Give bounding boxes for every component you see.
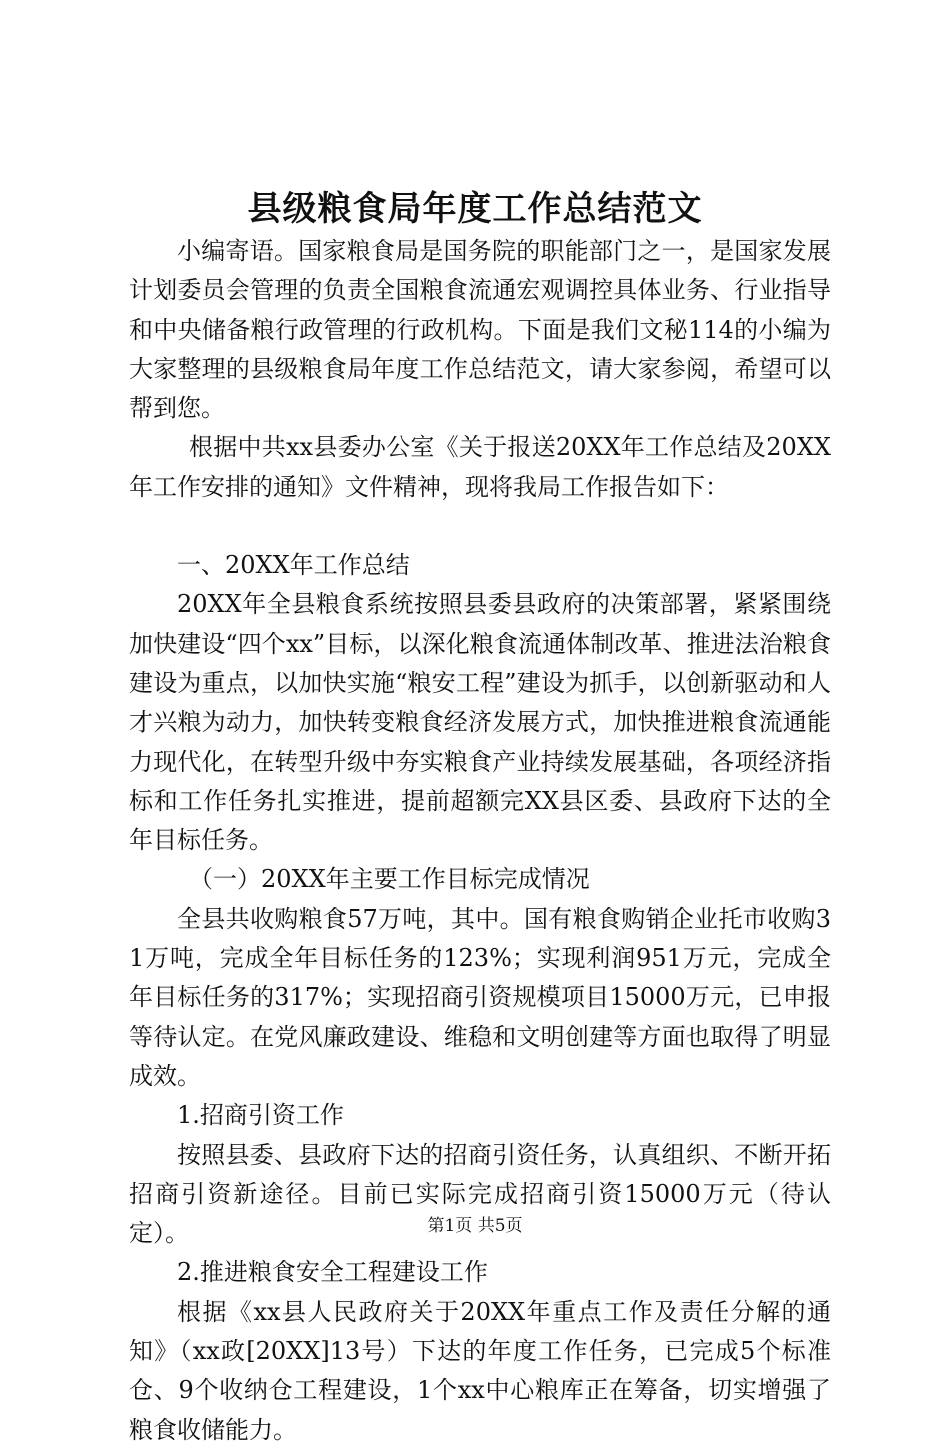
document-title: 县级粮食局年度工作总结范文 [247, 189, 703, 229]
subsection-heading-1: （一）20XX年主要工作目标完成情况 [189, 865, 590, 894]
notice-paragraph: 根据中共xx县委办公室《关于报送20XX年工作总结及20XX年工作安排的通知》文件精神，现将我局工作报告如下： [129, 433, 831, 501]
paragraph-spacer [129, 507, 831, 546]
item-heading-2: 2.推进粮食安全工程建设工作 [177, 1258, 488, 1287]
item-heading-1: 1.招商引资工作 [177, 1101, 344, 1130]
page-footer: 第1页 共5页 [427, 1216, 523, 1236]
targets-paragraph: 全县共收购粮食57万吨，其中。国有粮食购销企业托市收购31万吨，完成全年目标任务的123%；实现利润951万元，完成全年目标任务的317%；实现招商引资规模项目15000万元，已申报等待认定。在党风廉政建设、维稳和文明创建等方面也取得了明显成效。 [129, 904, 831, 1090]
intro-paragraph: 小编寄语。国家粮食局是国务院的职能部门之一，是国家发展计划委员会管理的负责全国粮食流通宏观调控具体业务、行业指导和中央储备粮行政管理的行政机构。下面是我们文秘114的小编为大家整理的县级粮食局年度工作总结范文，请大家参阅，希望可以帮到您。 [129, 237, 831, 423]
document-body [129, 232, 831, 1450]
investment-paragraph: 按照县委、县政府下达的招商引资任务，认真组织、不断开拓招商引资新途径。目前已实际完成招商引资15000万元（待认定）。 [129, 1140, 831, 1248]
security-project-paragraph: 根据《xx县人民政府关于20XX年重点工作及责任分解的通知》（xx政[20XX]13号）下达的年度工作任务，已完成5个标准仓、9个收纳仓工程建设，1个xx中心粮库正在筹备，切实增强了粮食收储能力。 [129, 1297, 831, 1444]
section-heading-1: 一、20XX年工作总结 [177, 551, 410, 580]
summary-paragraph: 20XX年全县粮食系统按照县委县政府的决策部署，紧紧围绕加快建设“四个xx”目标，以深化粮食流通体制改革、推进法治粮食建设为重点，以加快实施“粮安工程”建设为抓手，以创新驱动和人才兴粮为动力，加快转变粮食经济发展方式，加快推进粮食流通能力现代化，在转型升级中夯实粮食产业持续发展基础，各项经济指标和工作任务扎实推进，提前超额完XX县区委、县政府下达的全年目标任务。 [129, 590, 831, 855]
